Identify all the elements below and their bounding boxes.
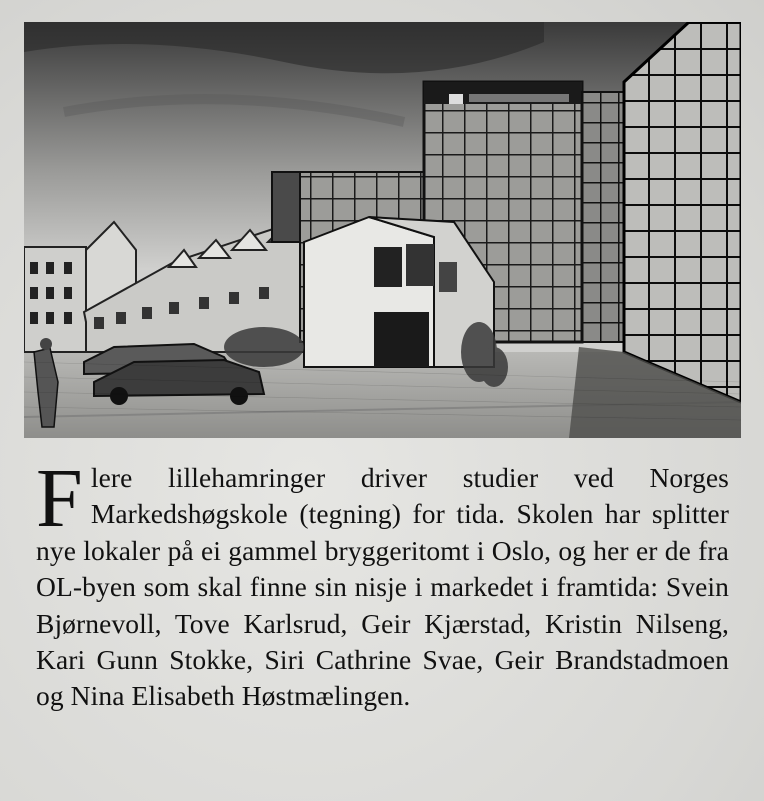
drop-cap: F xyxy=(36,452,83,545)
article-body-text: lere lillehamringer driver studier ved Norges Markedshøgskole (tegning) for tida. Skolen har splitter nye lokaler på ei gammel bryggeritomt i Oslo, og her er de fra OL-byen som skal finne sin nisje i markedet i framtida: Svein Bjørnevoll, Tove Karlsrud, Geir Kjærstad, Kristin Nilseng, Kari Gunn Stokke, Siri Cathrine Svae, Geir Brandstadmoen og Nina Elisabeth Høstmælingen. xyxy=(36,462,729,712)
article-caption xyxy=(36,452,729,715)
architectural-drawing xyxy=(24,22,741,438)
building-illustration xyxy=(24,22,741,438)
